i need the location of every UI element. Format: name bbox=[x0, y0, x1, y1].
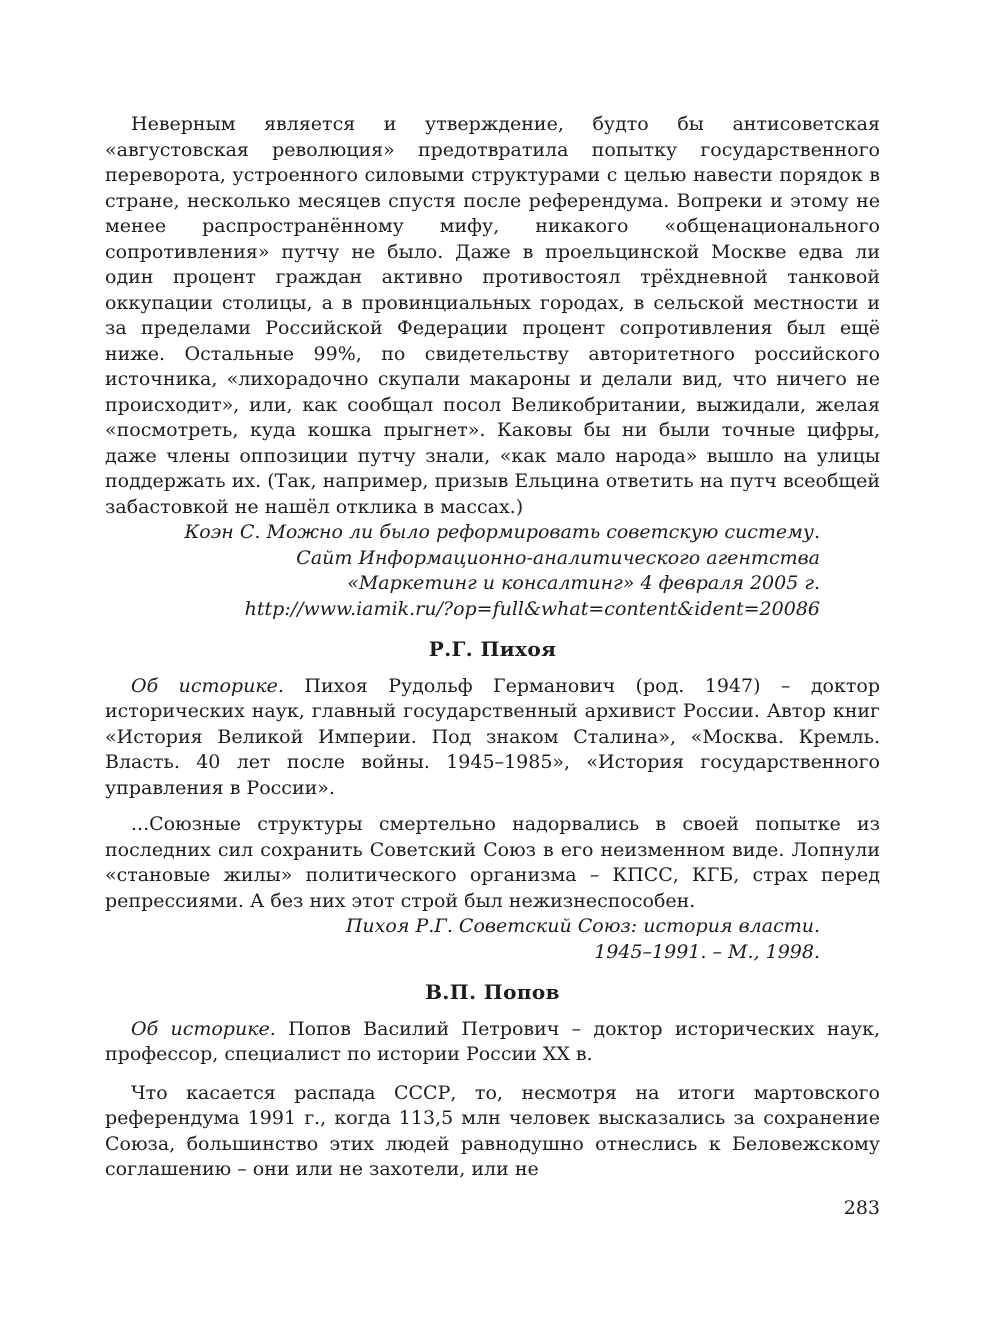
author-heading-popov: В.П. Попов bbox=[425, 980, 560, 1004]
bio-lead: Об историке. bbox=[131, 674, 284, 697]
citation-line: «Маркетинг и консалтинг» 4 февраля 2005 г. bbox=[347, 572, 820, 594]
page-number: 283 bbox=[843, 1197, 880, 1219]
citation-line: 1945–1991. – М., 1998. bbox=[594, 940, 820, 963]
bio-text: Попов Василий Петрович – доктор исторических наук, профессор, специалист по истории России XX в. bbox=[105, 1017, 880, 1065]
citation-url: http://www.iamik.ru/?op=full&what=content&ident=20086 bbox=[244, 597, 820, 620]
citation-line: Сайт Информационно-аналитического агентства bbox=[296, 546, 820, 569]
source-citation-2 bbox=[105, 914, 880, 965]
page-content bbox=[105, 112, 880, 1183]
bio-lead: Об историке. bbox=[131, 1017, 276, 1040]
citation-line: Коэн С. Можно ли было реформировать советскую систему. bbox=[184, 521, 820, 543]
body-paragraph-3: Что касается распада СССР, то, несмотря на итоги мартовского референдума 1991 г., когда 113,5 млн человек высказались за сохранение Союза, большинство этих людей равнодушно отнеслись к Беловежскому соглашению – они или не захотели, или не bbox=[105, 1081, 880, 1180]
historian-bio-pikhoya bbox=[105, 674, 880, 802]
source-citation-1 bbox=[105, 520, 880, 622]
historian-bio-popov bbox=[105, 1017, 880, 1068]
author-heading-pikhoya: Р.Г. Пихоя bbox=[428, 637, 557, 661]
bio-text: Пихоя Рудольф Германович (род. 1947) – доктор исторических наук, главный государственный архивист России. Автор книг «История Великой Империи. Под знаком Сталина», «Москва. Кремль. Власть. 40 лет после войны. 1945–1985», «История государственного управления в России». bbox=[105, 674, 880, 799]
citation-line: Пихоя Р.Г. Советский Союз: история власти. bbox=[345, 915, 820, 937]
body-paragraph-2: ...Союзные структуры смертельно надорвались в своей попытке из последних сил сохранить Советский Союз в его неизменном виде. Лопнули «становые жилы» политического организма – КПСС, КГБ, страх перед репрессиями. А без них этот строй был нежизнеспособен. bbox=[105, 813, 880, 912]
body-paragraph-1: Неверным является и утверждение, будто бы антисоветская «августовская революция» предотвратила попытку государственного переворота, устроенного силовыми структурами с целью навести порядок в стране, несколько месяцев спустя после референдума. Вопреки и этому не менее распространённому мифу, никакого «общенационального сопротивления» путчу не было. Даже в проельцинской Москве едва ли один процент граждан активно противостоял трёхдневной танковой оккупации столицы, а в провинциальных городах, в сельской местности и за пределами Российской Федерации процент сопротивления был ещё ниже. Остальные 99%, по свидетельству авторитетного российского источника, «лихорадочно скупали макароны и делали вид, что ничего не происходит», или, как сообщал посол Великобритании, выжидали, желая «посмотреть, куда кошка прыгнет». Каковы бы ни были точные цифры, даже члены оппозиции путчу знали, «как мало народа» вышло на улицы поддержать их. (Так, например, призыв Ельцина ответить на путч всеобщей забастовкой не нашёл отклика в массах.) bbox=[105, 113, 880, 518]
